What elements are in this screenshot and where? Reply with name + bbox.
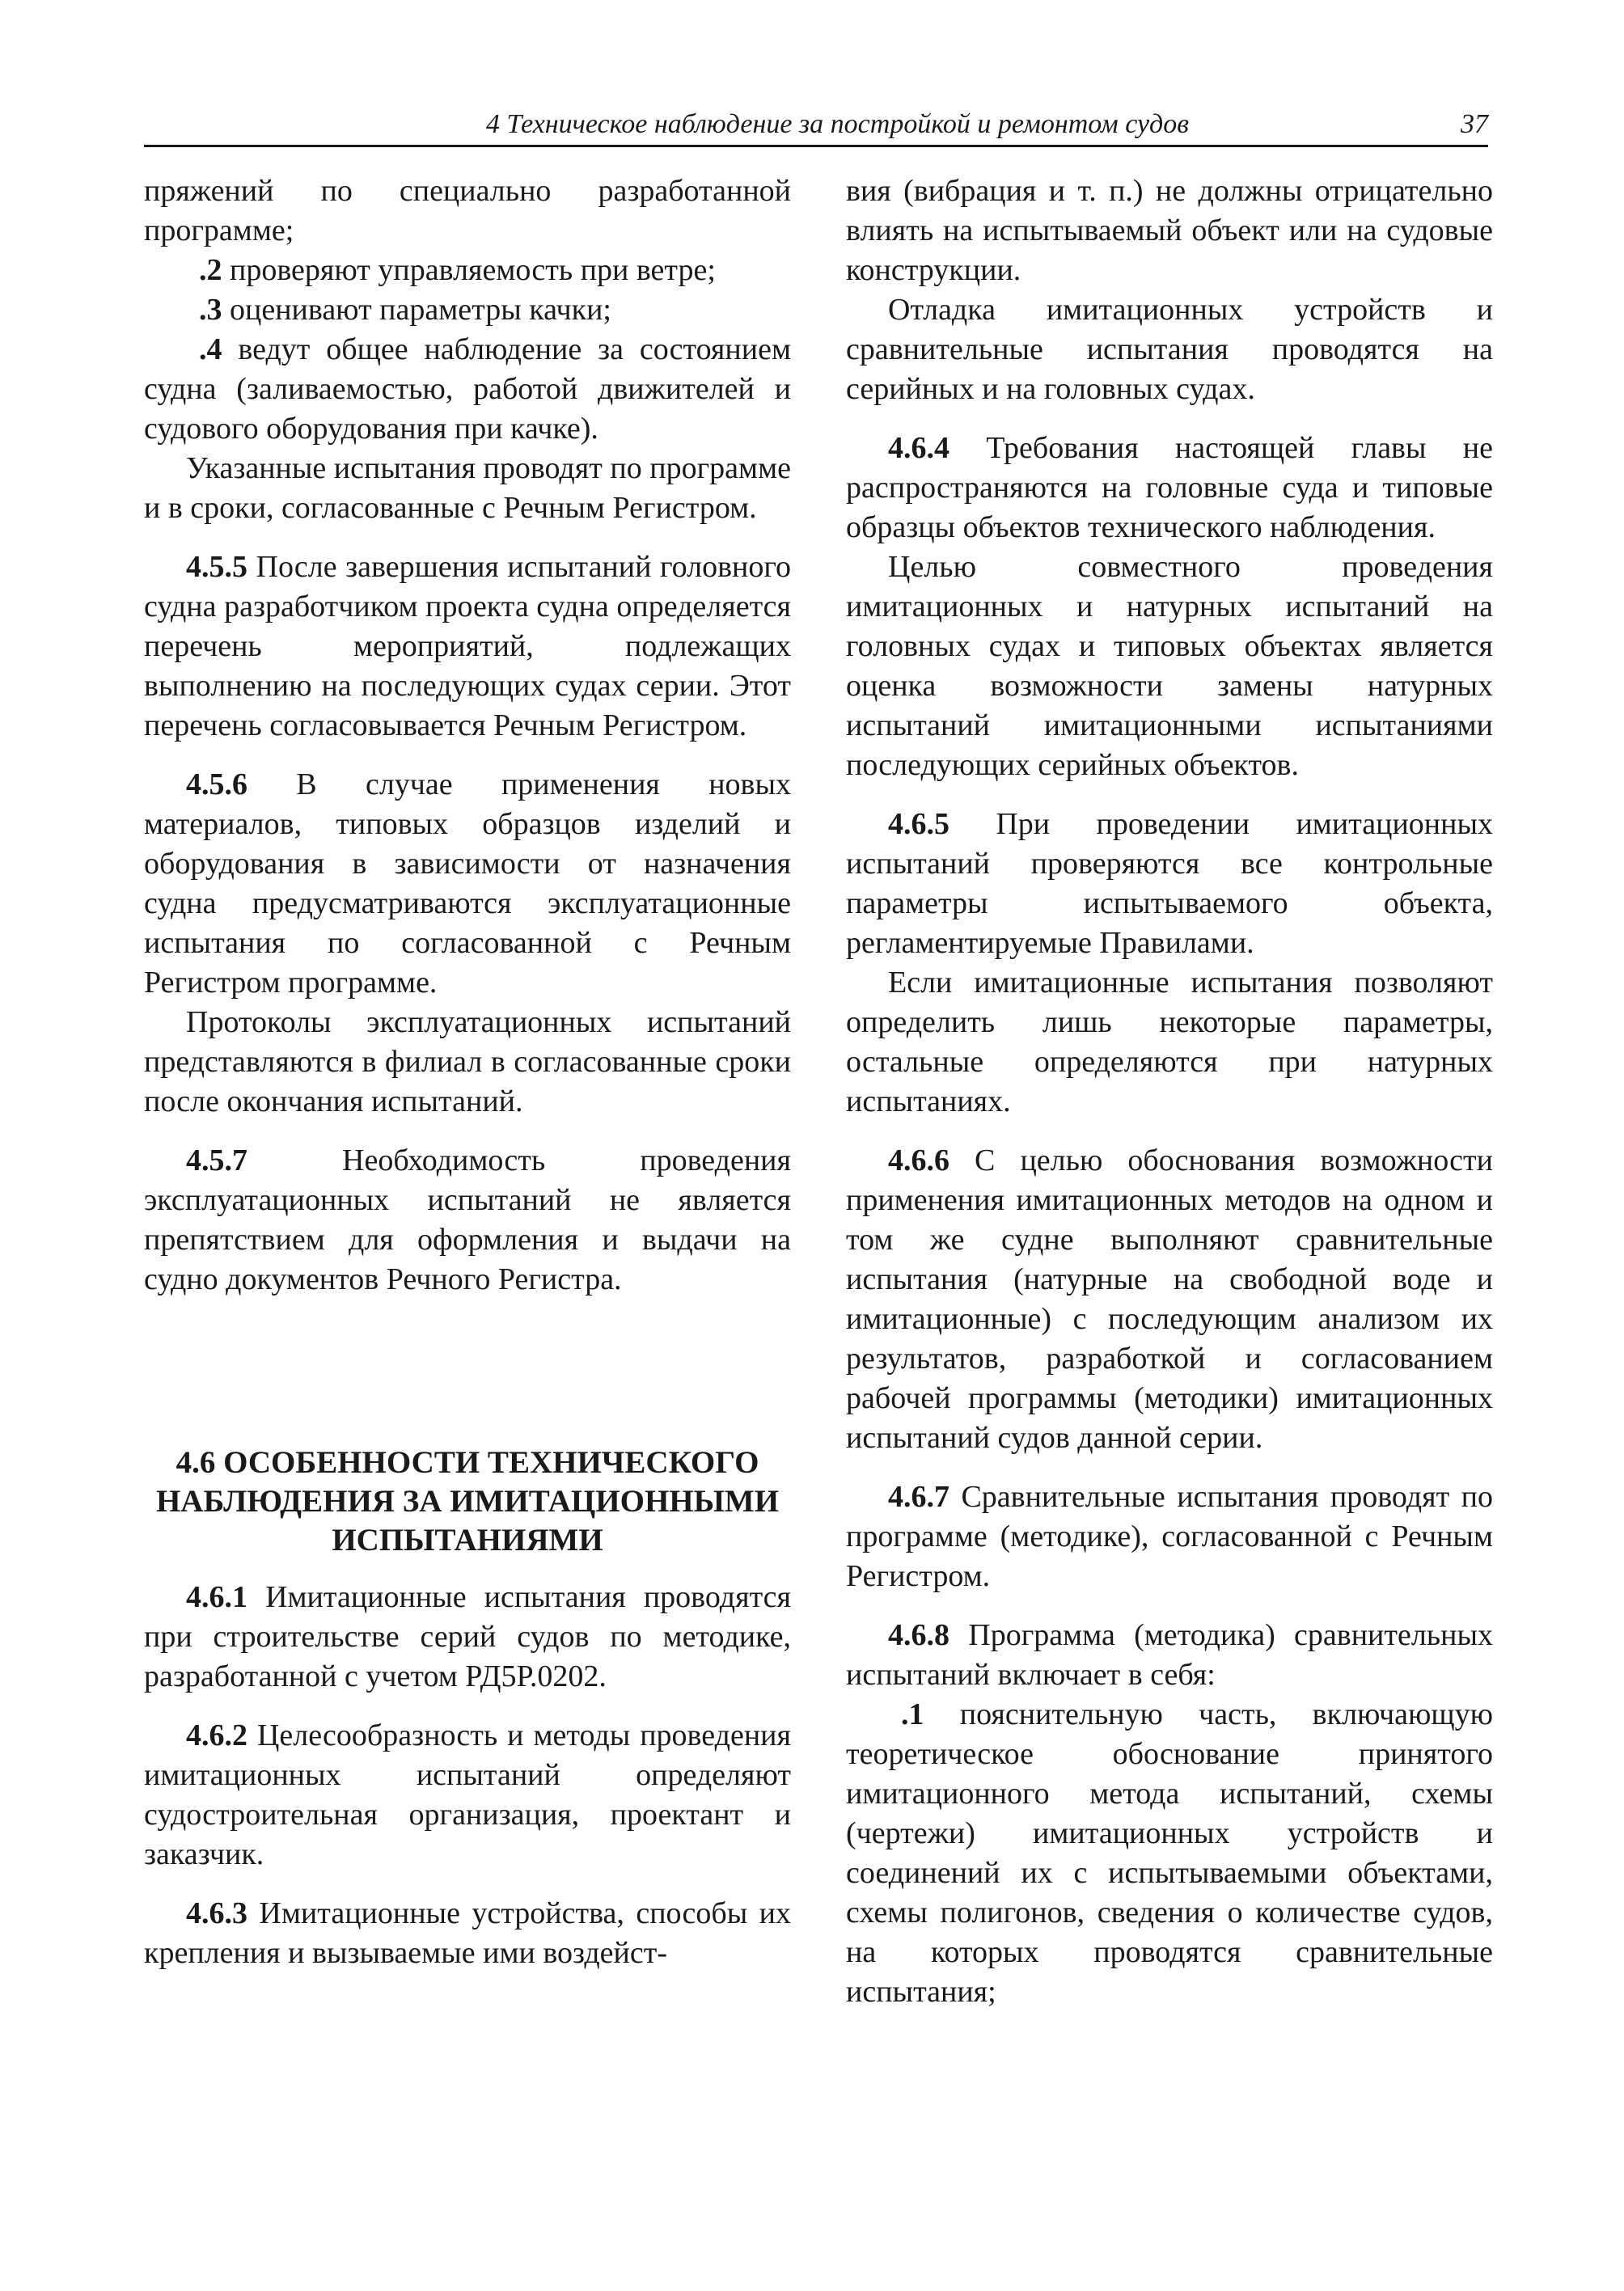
clause-text: Необходимость проведения эксплуатационных испытаний не является препятствием для оформления и выдачи на судно документов Речного Регистра. (144, 1143, 791, 1296)
clause-text: С целью обоснования возможности применения имитационных методов на одном и том же судне выполняют сравнительные испытания (натурные на свободной воде и имитационные) с последующим анализом их результатов, разработкой и согласованием рабочей программы (методики) имитационных испытаний судов данной серии. (846, 1143, 1493, 1455)
item-number: .3 (199, 293, 222, 327)
clause-number: 4.6.7 (888, 1480, 949, 1514)
clause-number: 4.6.8 (888, 1618, 949, 1652)
clause-4-6-5 (846, 805, 1493, 963)
paragraph: Протоколы эксплуатационных испытаний представляются в филиал в согласованные сроки после окончания испытаний. (144, 1005, 791, 1118)
clause-4-5-7 (144, 1141, 791, 1300)
clause-number: 4.5.5 (186, 550, 247, 584)
clause-text: Имитационные испытания проводятся при строительстве серий судов по методике, разработанной с учетом РД5Р.0202. (144, 1580, 791, 1693)
list-item (846, 1695, 1493, 2012)
clause-text: Целесообразность и методы проведения имитационных испытаний определяют судостроительная организация, проектант и заказчик. (144, 1718, 791, 1871)
clause-4-6-3 (144, 1894, 791, 1973)
paragraph: вия (вибрация и т. п.) не должны отрицательно влиять на испытываемый объект или на судовые конструкции. (846, 174, 1493, 287)
list-item (144, 251, 791, 290)
clause-text: Сравнительные испытания проводят по программе (методике), согласованной с Речным Регистром. (846, 1480, 1493, 1593)
running-title: 4 Техническое наблюдение за постройкой и ремонтом судов (485, 109, 1189, 139)
clause-number: 4.6.6 (888, 1143, 949, 1177)
section-heading: 4.6 ОСОБЕННОСТИ ТЕХНИЧЕСКОГО НАБЛЮДЕНИЯ ЗА ИМИТАЦИОННЫМИ ИСПЫТАНИЯМИ (155, 1445, 780, 1558)
page-number: 37 (1461, 109, 1488, 139)
clause-4-6-2 (144, 1716, 791, 1875)
clause-text: Программа (методика) сравнительных испытаний включает в себя: (846, 1618, 1493, 1692)
clause-text: При проведении имитационных испытаний проверяются все контрольные параметры испытываемого объекта, регламентируемые Правилами. (846, 807, 1493, 960)
clause-4-5-5 (144, 547, 791, 746)
list-item (144, 290, 791, 330)
clause-4-6-7 (846, 1477, 1493, 1596)
clause-text: Требования настоящей главы не распространяются на головные суда и типовые образцы объектов технического наблюдения. (846, 431, 1493, 544)
clause-4-6-6 (846, 1141, 1493, 1458)
item-text: ведут общее наблюдение за состоянием судна (заливаемостью, работой движителей и судового оборудования при качке). (144, 332, 791, 446)
right-column (846, 171, 1493, 2012)
paragraph: Указанные испытания проводят по программе и в сроки, согласованные с Речным Регистром. (144, 451, 791, 525)
left-column (144, 171, 791, 1973)
clause-text: В случае применения новых материалов, типовых образцов изделий и оборудования в зависимости от назначения судна предусматриваются эксплуатационные испытания по согласованной с Речным Регистром программе. (144, 767, 791, 1000)
paragraph: Целью совместного проведения имитационных и натурных испытаний на головных судах и типовых объектах является оценка возможности замены натурных испытаний имитационными испытаниями последующих серийных объектов. (846, 550, 1493, 782)
paragraph: пряжений по специально разработанной программе; (144, 174, 791, 247)
clause-text: После завершения испытаний головного судна разработчиком проекта судна определяется перечень мероприятий, подлежащих выполнению на последующих судах серии. Этот перечень согласовывается Речным Регистром. (144, 550, 791, 742)
paragraph: Отладка имитационных устройств и сравнительные испытания проводятся на серийных и на головных судах. (846, 293, 1493, 406)
header-rule (144, 145, 1488, 147)
clause-number: 4.6.5 (888, 807, 949, 841)
list-item (144, 330, 791, 449)
item-number: .4 (199, 332, 222, 366)
clause-number: 4.6.3 (186, 1896, 247, 1930)
clause-number: 4.6.2 (186, 1718, 247, 1752)
item-text: пояснительную часть, включающую теоретическое обоснование принятого имитационного метода испытаний, схемы (чертежи) имитационных устройств и соединений их с испытываемыми объектами, схемы полигонов, сведения о количестве судов, на которых проводятся сравнительные испытания; (846, 1697, 1493, 2009)
clause-4-6-8 (846, 1616, 1493, 1695)
item-number: .1 (901, 1697, 924, 1731)
clause-number: 4.6.1 (186, 1580, 247, 1614)
clause-number: 4.5.6 (186, 767, 247, 801)
item-text: проверяют управляемость при ветре; (222, 253, 716, 287)
item-number: .2 (199, 253, 222, 287)
item-text: оценивают параметры качки; (222, 293, 611, 327)
clause-4-5-6 (144, 765, 791, 1003)
clause-number: 4.5.7 (186, 1143, 247, 1177)
clause-number: 4.6.4 (888, 431, 949, 465)
clause-text: Имитационные устройства, способы их крепления и вызываемые ими воздейст- (144, 1896, 791, 1970)
clause-4-6-1 (144, 1578, 791, 1697)
paragraph: Если имитационные испытания позволяют определить лишь некоторые параметры, остальные определяются при натурных испытаниях. (846, 966, 1493, 1118)
clause-4-6-4 (846, 429, 1493, 547)
